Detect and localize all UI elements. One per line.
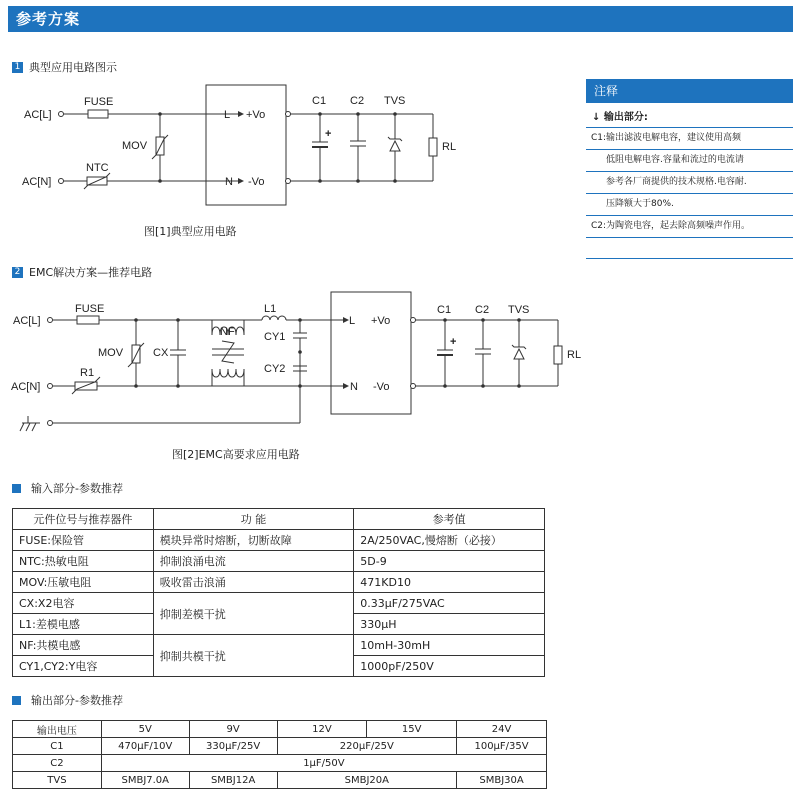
table-row: [13, 572, 545, 593]
table-cell: SMBJ12A: [189, 772, 277, 789]
label-minus-vo: -Vo: [373, 381, 390, 393]
figure2-caption: 图[2]EMC高要求应用电路: [172, 448, 300, 461]
section-square-icon: [12, 696, 21, 705]
table-row: [13, 772, 547, 789]
section2-title: [12, 264, 152, 280]
table-cell: SMBJ30A: [457, 772, 547, 789]
label-mov: MOV: [122, 140, 148, 152]
table-header-cell: 24V: [457, 721, 547, 738]
section2-number: 2: [12, 267, 23, 278]
label-r1: R1: [80, 367, 95, 379]
label-c1: C1: [437, 304, 452, 316]
label-l: L: [224, 109, 231, 121]
label-fuse: FUSE: [75, 303, 105, 315]
table-cell: C2: [13, 755, 102, 772]
table-row: [13, 738, 547, 755]
output-param-table: [12, 720, 547, 789]
label-plus-vo: +Vo: [246, 109, 266, 121]
table-cell: C1: [13, 738, 102, 755]
table-header-cell: 功 能: [153, 509, 354, 530]
table-row: [13, 635, 545, 656]
table-cell: 10mH-30mH: [354, 635, 545, 656]
label-l1: L1: [264, 303, 277, 315]
label-rl: RL: [442, 141, 457, 153]
label-nf: NF: [220, 326, 235, 338]
note-title: 注释: [586, 79, 793, 103]
table-cell: CX:X2电容: [13, 593, 154, 614]
table-header-row: [13, 721, 547, 738]
label-c2: C2: [475, 304, 490, 316]
table-header-cell: 12V: [277, 721, 367, 738]
node-dot: [158, 179, 162, 183]
table-cell: 模块异常时熔断，切断故障: [153, 530, 354, 551]
label-ntc: NTC: [86, 162, 109, 174]
label-acn: AC[N]: [22, 176, 52, 188]
table-cell: 330μF/25V: [189, 738, 277, 755]
section-square-icon: [12, 484, 21, 493]
section1-title-text: 典型应用电路图示: [29, 61, 117, 74]
section1-title: [12, 59, 117, 75]
input-param-table: [12, 508, 545, 677]
label-mov: MOV: [98, 347, 124, 359]
table-header-cell: 9V: [189, 721, 277, 738]
note-line: C1:输出滤波电解电容，建议使用高频: [586, 128, 793, 150]
note-line: 低阻电解电容.容量和流过的电流请: [586, 150, 793, 172]
label-plus-vo: +Vo: [371, 315, 391, 327]
label-cy2: CY2: [264, 363, 286, 375]
table-cell: 抑制浪涌电流: [153, 551, 354, 572]
table-cell: CY1,CY2:Y电容: [13, 656, 154, 677]
table-cell: NF:共模电感: [13, 635, 154, 656]
table-cell: SMBJ7.0A: [101, 772, 189, 789]
table-cell: L1:差模电感: [13, 614, 154, 635]
circuit-diagram-2: [0, 283, 590, 438]
node-dot: [158, 112, 162, 116]
table-cell: NTC:热敏电阻: [13, 551, 154, 572]
table-cell: 470μF/10V: [101, 738, 189, 755]
table-cell: SMBJ20A: [277, 772, 457, 789]
table-header-cell: 元件位号与推荐器件: [13, 509, 154, 530]
label-rl: RL: [567, 349, 582, 361]
label-l: L: [349, 315, 356, 327]
table-cell: 2A/250VAC,慢熔断（必接）: [354, 530, 545, 551]
label-acl: AC[L]: [24, 109, 52, 121]
output-table-title: [12, 692, 123, 708]
label-tvs: TVS: [384, 95, 406, 107]
label-c1: C1: [312, 95, 327, 107]
note-line: 参考各厂商提供的技术规格.电容耐.: [586, 172, 793, 194]
table-cell: 100μF/35V: [457, 738, 547, 755]
output-table-title-text: 输出部分-参数推荐: [31, 694, 123, 707]
table-cell: 吸收雷击浪涌: [153, 572, 354, 593]
table-row: [13, 530, 545, 551]
label-acl: AC[L]: [13, 315, 41, 327]
page-banner: 参考方案: [8, 6, 793, 32]
note-panel: [586, 79, 793, 259]
table-header-cell: 15V: [367, 721, 457, 738]
note-subtitle: ↓ 输出部分:: [586, 103, 793, 128]
table-cell: 5D-9: [354, 551, 545, 572]
input-table-title: [12, 480, 123, 496]
label-n: N: [350, 381, 358, 393]
label-acn: AC[N]: [11, 381, 41, 393]
note-line: 压降额大于80%.: [586, 194, 793, 216]
label-cy1: CY1: [264, 331, 286, 343]
label-tvs: TVS: [508, 304, 530, 316]
table-cell: 抑制差模干扰: [153, 593, 354, 635]
section2-title-text: EMC解决方案—推荐电路: [29, 266, 153, 279]
label-plus: +: [450, 336, 457, 348]
table-cell: 抑制共模干扰: [153, 635, 354, 677]
table-cell: FUSE:保险管: [13, 530, 154, 551]
table-header-cell: 参考值: [354, 509, 545, 530]
note-line: C2:为陶瓷电容，起去除高频噪声作用。: [586, 216, 793, 238]
table-header-cell: 输出电压: [13, 721, 102, 738]
figure1-caption: 图[1]典型应用电路: [144, 225, 237, 238]
input-table-title-text: 输入部分-参数推荐: [31, 482, 123, 495]
table-cell: 220μF/25V: [277, 738, 457, 755]
note-line-empty: [586, 238, 793, 259]
table-header-row: [13, 509, 545, 530]
section1-number: 1: [12, 62, 23, 73]
table-row: [13, 593, 545, 614]
label-fuse: FUSE: [84, 96, 114, 108]
table-header-cell: 5V: [101, 721, 189, 738]
table-cell: MOV:压敏电阻: [13, 572, 154, 593]
table-row: [13, 551, 545, 572]
label-n: N: [225, 176, 233, 188]
table-cell: 330μH: [354, 614, 545, 635]
label-c2: C2: [350, 95, 365, 107]
circuit-diagram-1: [0, 75, 460, 220]
label-cx: CX: [153, 347, 169, 359]
table-cell: 1000pF/250V: [354, 656, 545, 677]
table-cell: 1μF/50V: [101, 755, 546, 772]
table-cell: 471KD10: [354, 572, 545, 593]
table-row: [13, 755, 547, 772]
label-plus: +: [325, 128, 332, 140]
table-cell: 0.33μF/275VAC: [354, 593, 545, 614]
table-cell: TVS: [13, 772, 102, 789]
label-minus-vo: -Vo: [248, 176, 265, 188]
